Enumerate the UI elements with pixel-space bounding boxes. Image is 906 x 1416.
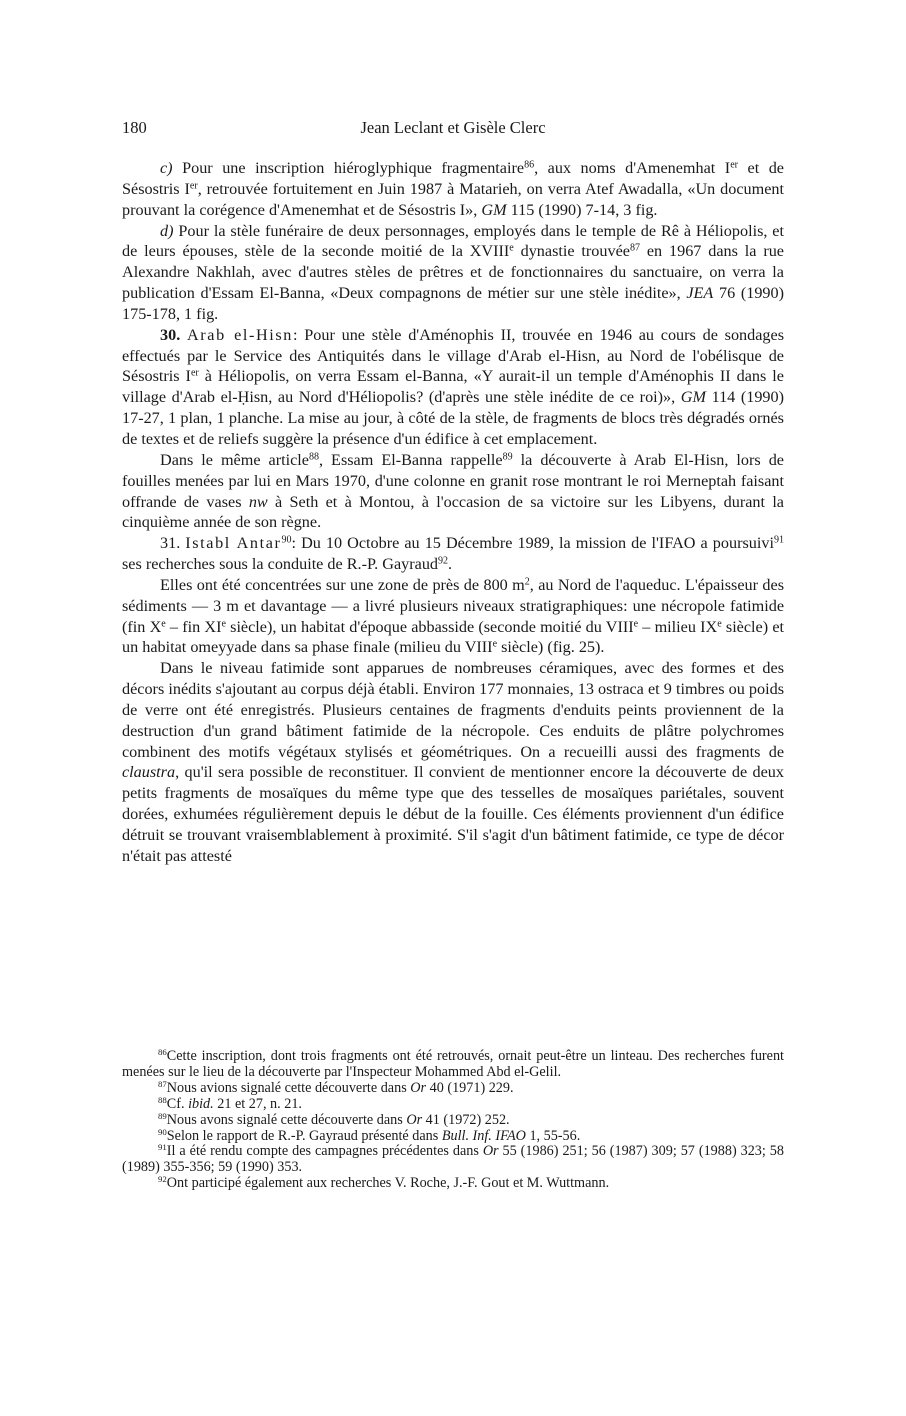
item-label: d) (160, 221, 174, 240)
paragraph-c: c) Pour une inscription hiéroglyphique fragmentaire$^{86}$, aux noms d'Amenemhat Ier et de Sésostris Ier, retrouvée fortuitement en Juin 1987 à Matarieh, on verra Atef Awadalla, «Un document prouvant la corégence d'Amenemhat et de Sésostris I», GM 115 (1990) 7-14, 3 fig. (122, 159, 784, 219)
journal-abbrev: Or (482, 1143, 499, 1160)
section-number: 30. (160, 325, 181, 344)
footnote-91: $^{91}$Il a été rendu compte des campagnes précédentes dans Or 55 (1986) 251; 56 (1987) 309; 57 (1988) 323; 58 (1989) 355-356; 59 (1990) 353. (122, 1142, 784, 1176)
main-text (122, 158, 784, 867)
footnote-number: 91 (158, 1142, 167, 1153)
journal-abbrev: JEA (686, 284, 714, 303)
section-number: 31. (160, 534, 181, 553)
paragraph: Dans le niveau fatimide sont apparues de nombreuses céramiques, avec des formes et des décors inédits s'ajoutant au corpus déjà établi. Environ 177 monnaies, 13 ostraca et 9 timbres ou poids de verre ont été enregistrés. Plusieurs centaines de fragments d'enduits peints proviennent de la destruction d'un grand bâtiment fatimide de la nécropole. Ces enduits de plâtre polychromes combinent des motifs végétaux stylisés et géométriques. On a recueilli aussi des fragments de claustra, qu'il sera possible de reconstituer. Il convient de mentionner encore la découverte de deux petits fragments de mosaïques du même type que des tesselles de mosaïques pariétales, souvent dorées, exhumées régulièrement depuis le début de la fouille. Ces éléments proviennent d'un édifice détruit se trouvant vraisemblablement à proximité. S'il s'agit d'un bâtiment fatimide, ce type de décor n'était pas attesté (122, 659, 784, 865)
site-name: Istabl Antar (185, 534, 282, 553)
footnote-89: $^{89}$Nous avons signalé cette découverte dans Or 41 (1972) 252. (158, 1110, 510, 1128)
footnote-88: $^{88}$Cf. ibid. 21 et 27, n. 21. (158, 1094, 302, 1112)
page-number: 180 (122, 118, 147, 137)
journal-abbrev: Or (410, 1079, 427, 1096)
running-title: Jean Leclant et Gisèle Clerc (360, 118, 546, 137)
footnote-number: 92 (158, 1174, 167, 1185)
footnote-ref[interactable]: 92 (438, 555, 449, 567)
footnote-86: $^{86}$Cette inscription, dont trois fragments ont été retrouvés, ornait peut-être un linteau. Des recherches furent menées sur le lieu de la découverte par l'Inspecteur Mohammed Abd el-Gelil. (122, 1047, 784, 1080)
footnote-number: 90 (158, 1126, 167, 1137)
footnote-ref[interactable]: 91 (773, 534, 784, 546)
italic-term: nw (248, 492, 268, 511)
footnote-87: $^{87}$Nous avions signalé cette découverte dans Or 40 (1971) 229. (158, 1078, 514, 1096)
footnote-ref[interactable]: 86 (524, 159, 535, 171)
page-header (122, 118, 784, 140)
footnote-number: 88 (158, 1094, 167, 1105)
journal-abbrev: Or (406, 1111, 423, 1128)
footnote-number: 86 (158, 1047, 167, 1058)
footnote-92: $^{92}$Ont participé également aux recherches V. Roche, J.-F. Gout et M. Wuttmann. (158, 1174, 610, 1192)
paragraph: Dans le même article$^{88}$, Essam El-Banna rappelle$^{89}$ la découverte à Arab El-Hisn, lors de fouilles menées par lui en Mars 1970, d'une colonne en granit rose montrant le roi Merneptah faisant offrande de vases nw à Seth et à Montou, à l'occasion de sa victoire sur les Libyens, durant la cinquième année de son règne. (122, 450, 784, 532)
journal-abbrev: Bull. Inf. IFAO (441, 1127, 526, 1144)
italic-term: ibid. (188, 1095, 214, 1112)
section-30: 30. Arab el-Hisn: Pour une stèle d'Aménophis II, trouvée en 1946 au cours de sondages effectués par le Service des Antiquités dans le village d'Arab el-Hisn, au Nord de l'obélisque de Sésostris Ier à Héliopolis, on verra Essam el-Banna, «Y aurait-il un temple d'Aménophis II dans le village d'Arab el-Ḥisn, au Nord d'Héliopolis? (d'après une stèle inédite de ce roi)», GM 114 (1990) 17-27, 1 plan, 1 planche. La mise au jour, à côté de la stèle, de fragments de blocs très dégradés ornés de textes et de reliefs suggère la présence d'un édifice à cet emplacement. (122, 325, 785, 448)
footnote-ref[interactable]: 88 (308, 451, 319, 463)
footnote-number: 89 (158, 1110, 167, 1121)
footnotes (122, 1049, 784, 1192)
footnote-number: 87 (158, 1078, 167, 1089)
site-name: Arab el-Hisn (187, 325, 293, 344)
section-31: 31. Istabl Antar$^{90}$: Du 10 Octobre au 15 Décembre 1989, la mission de l'IFAO a poursuivi$^{91}$ ses recherches sous la conduite de R.-P. Gayraud$^{92}$. (122, 534, 784, 574)
item-label: c) (160, 159, 173, 177)
footnote-ref[interactable]: 87 (629, 242, 640, 254)
footnote-ref[interactable]: 90 (281, 534, 292, 546)
footnote-ref[interactable]: 89 (502, 451, 513, 463)
footnote-90: $^{90}$Selon le rapport de R.-P. Gayraud présenté dans Bull. Inf. IFAO 1, 55-56. (158, 1126, 581, 1144)
paragraph-d: d) Pour la stèle funéraire de deux personnages, employés dans le temple de Rê à Héliopolis, et de leurs épouses, stèle de la seconde moitié de la XVIIIe dynastie trouvée$^{87}$ en 1967 dans la rue Alexandre Nakhlah, avec d'autres stèles de prêtres et de fonctionnaires du sanctuaire, on verra la publication d'Essam El-Banna, «Deux compagnons de métier sur une stèle inédite», JEA 76 (1990) 175-178, 1 fig. (122, 221, 784, 323)
journal-abbrev: GM (481, 200, 507, 219)
paragraph: Elles ont été concentrées sur une zone de près de 800 $m^2$, au Nord de l'aqueduc. L'épaisseur des sédiments — 3 m et davantage — a livré plusieurs niveaux stratigraphiques: une nécropole fatimide (fin Xe – fin XIe siècle), un habitat d'époque abbasside (seconde moitié du VIIIe – milieu IXe siècle) et un habitat omeyyade dans sa phase finale (milieu du VIIIe siècle) (fig. 25). (122, 575, 785, 657)
journal-abbrev: GM (680, 388, 706, 407)
italic-term: claustra (122, 763, 176, 782)
